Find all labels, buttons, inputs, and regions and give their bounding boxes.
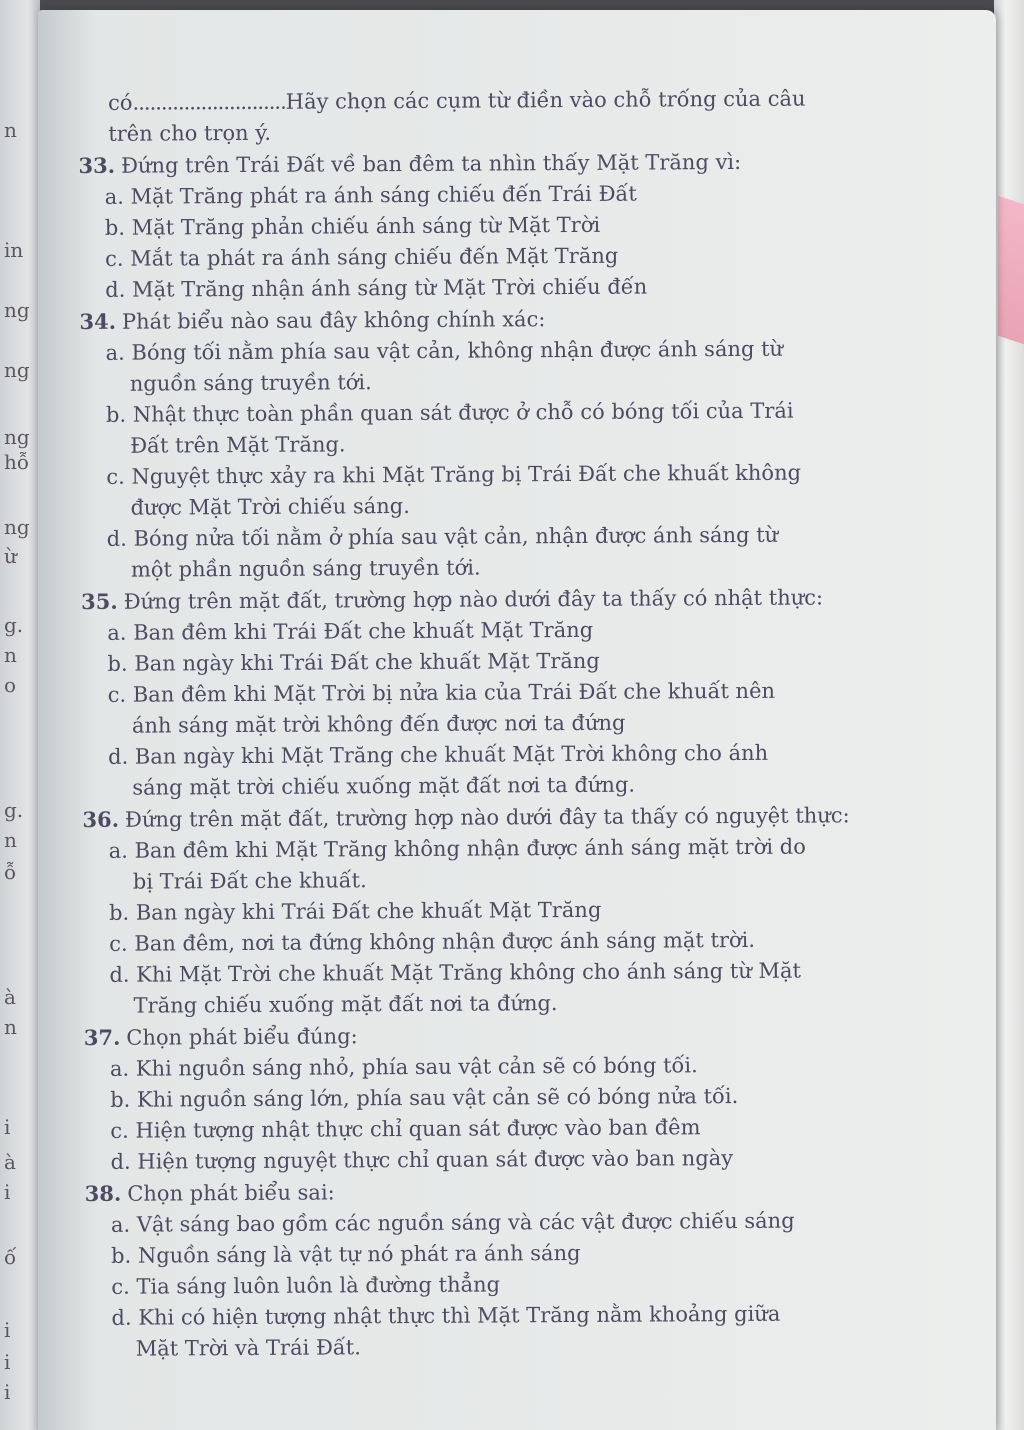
question-block [85,1173,966,1365]
margin-fragment: ng [4,515,30,539]
answer-option: c. Hiện tượng nhật thực chỉ quan sát được vào ban đêm [110,1115,701,1143]
margin-fragment: o [4,673,17,697]
margin-fragment: ng [4,298,30,322]
question-text: Chọn phát biểu đúng: [126,1024,358,1050]
margin-fragment: g. [4,613,24,637]
answer-option: d. Khi Mặt Trời che khuất Mặt Trăng không cho ánh sáng từ Mặt [109,958,802,987]
margin-fragment: g. [4,798,24,822]
answer-option: b. Nguồn sáng là vật tự nó phát ra ánh sáng [111,1240,581,1268]
answer-option: d. Mặt Trăng nhận ánh sáng từ Mặt Trời chiếu đến [105,274,648,302]
answer-option: a. Vật sáng bao gồm các nguồn sáng và các vật được chiếu sáng [110,1208,795,1237]
answer-option-continuation: một phần nguồn sáng truyền tới. [130,555,481,582]
intro-line-2: trên cho trọn ý. [108,120,272,146]
answer-option-continuation: ánh sáng mặt trời không đến được nơi ta đứng [131,710,626,738]
margin-fragment: à [4,1150,16,1174]
question-block [78,145,959,306]
answer-option-continuation: nguồn sáng truyền tới. [129,370,372,396]
answer-option: a. Ban đêm khi Trái Đất che khuất Mặt Trăng [107,617,594,645]
margin-fragment: ng [4,425,30,449]
answer-option: c. Ban đêm, nơi ta đứng không nhận được ánh sáng mặt trời. [109,927,756,956]
question-title [81,581,961,618]
question-text: Chọn phát biểu sai: [127,1180,335,1206]
answer-option: a. Ban đêm khi Mặt Trăng không nhận được ánh sáng mặt trời do [108,834,806,863]
blank-dots: ........................... [132,89,286,115]
margin-fragment: ừ [4,544,17,568]
answer-option-continuation: được Mặt Trời chiếu sáng. [130,493,410,520]
question-title [85,1173,965,1210]
question-text: Đứng trên mặt đất, trường hợp nào dưới đây ta thấy có nguyệt thực: [124,803,850,832]
question-number: 36. [82,806,120,832]
question-number: 37. [83,1024,121,1050]
question-title [79,301,959,338]
answer-option: c. Nguyệt thực xảy ra khi Mặt Trăng bị Trái Đất che khuất không [106,460,802,489]
intro-end: Hãy chọn các cụm từ điền vào chỗ trống của câu [285,86,806,114]
answer-option: d. Hiện tượng nguyệt thực chỉ quan sát được vào ban ngày [110,1146,734,1174]
intro-start: có [108,90,133,115]
margin-fragment: n [4,643,17,667]
margin-fragment: à [4,985,16,1009]
answer-option: d. Bóng nửa tối nằm ở phía sau vật cản, nhận được ánh sáng từ [106,522,779,551]
answer-option: b. Mặt Trăng phản chiếu ánh sáng từ Mặt Trời [104,212,601,240]
question-text: Phát biểu nào sau đây không chính xác: [121,307,546,334]
margin-fragment: i [4,1115,11,1139]
answer-option: b. Khi nguồn sáng lớn, phía sau vật cản sẽ có bóng nửa tối. [110,1083,739,1112]
margin-fragment: i [4,1180,11,1204]
question-block [84,1017,965,1178]
question-block [81,581,962,804]
question-title [78,145,958,182]
answer-option: a. Bóng tối nằm phía sau vật cản, không nhận được ánh sáng từ [105,336,784,365]
answer-option: c. Mắt ta phát ra ánh sáng chiếu đến Mặt Trăng [104,243,619,271]
question-number: 33. [78,152,116,178]
question-text: Đứng trên Trái Đất về ban đêm ta nhìn thấy Mặt Trăng vì: [120,149,742,178]
answer-option: a. Mặt Trăng phát ra ánh sáng chiếu đến Trái Đất [104,181,637,209]
adjacent-page-strip [0,0,40,1430]
answer-option-continuation: Trăng chiếu xuống mặt đất nơi ta đứng. [133,991,558,1018]
question-block [79,301,961,586]
answer-option: c. Tia sáng luôn luôn là đường thẳng [111,1272,501,1299]
page-content [78,83,966,1365]
margin-fragment: n [4,828,17,852]
answer-option: b. Ban ngày khi Trái Đất che khuất Mặt Trăng [108,897,602,925]
margin-fragment: ỗ [4,860,17,884]
book-page [38,10,996,1430]
question-block [82,799,963,1022]
answer-option-continuation: Mặt Trời và Trái Đất. [135,1335,361,1361]
margin-fragment: n [4,1015,17,1039]
margin-fragment: in [4,238,24,262]
answer-option: a. Khi nguồn sáng nhỏ, phía sau vật cản sẽ có bóng tối. [109,1053,698,1081]
pink-bookmark [998,196,1024,344]
answer-option-continuation: sáng mặt trời chiếu xuống mặt đất nơi ta đứng. [132,772,636,800]
answer-option: d. Ban ngày khi Mặt Trăng che khuất Mặt Trời không cho ánh [108,740,769,769]
margin-fragment: ố [4,1245,17,1269]
question-text: Đứng trên mặt đất, trường hợp nào dưới đây ta thấy có nhật thực: [123,585,824,614]
margin-fragment: n [4,118,17,142]
right-page-edge [994,0,1024,1430]
margin-fragment: i [4,1318,11,1342]
answer-option-continuation: bị Trái Đất che khuất. [132,868,367,894]
margin-fragment: ng [4,358,30,382]
answer-option: b. Ban ngày khi Trái Đất che khuất Mặt Trăng [107,648,600,676]
margin-fragment: i [4,1380,11,1404]
answer-option-continuation: Đất trên Mặt Trăng. [130,432,346,458]
question-number: 35. [81,588,118,614]
answer-option: d. Khi có hiện tượng nhật thực thì Mặt Trăng nằm khoảng giữa [111,1301,781,1330]
question-title [84,1017,964,1054]
question-number: 38. [84,1180,122,1206]
margin-fragment: i [4,1350,11,1374]
answer-option: b. Nhật thực toàn phần quan sát được ở chỗ có bóng tối của Trái [105,398,794,427]
question-number: 34. [79,308,117,334]
question-title [82,799,962,836]
question-list [78,145,965,1365]
answer-option: c. Ban đêm khi Mặt Trời bị nửa kia của Trái Đất che khuất nên [107,678,776,707]
margin-fragment: hỗ [4,450,30,474]
